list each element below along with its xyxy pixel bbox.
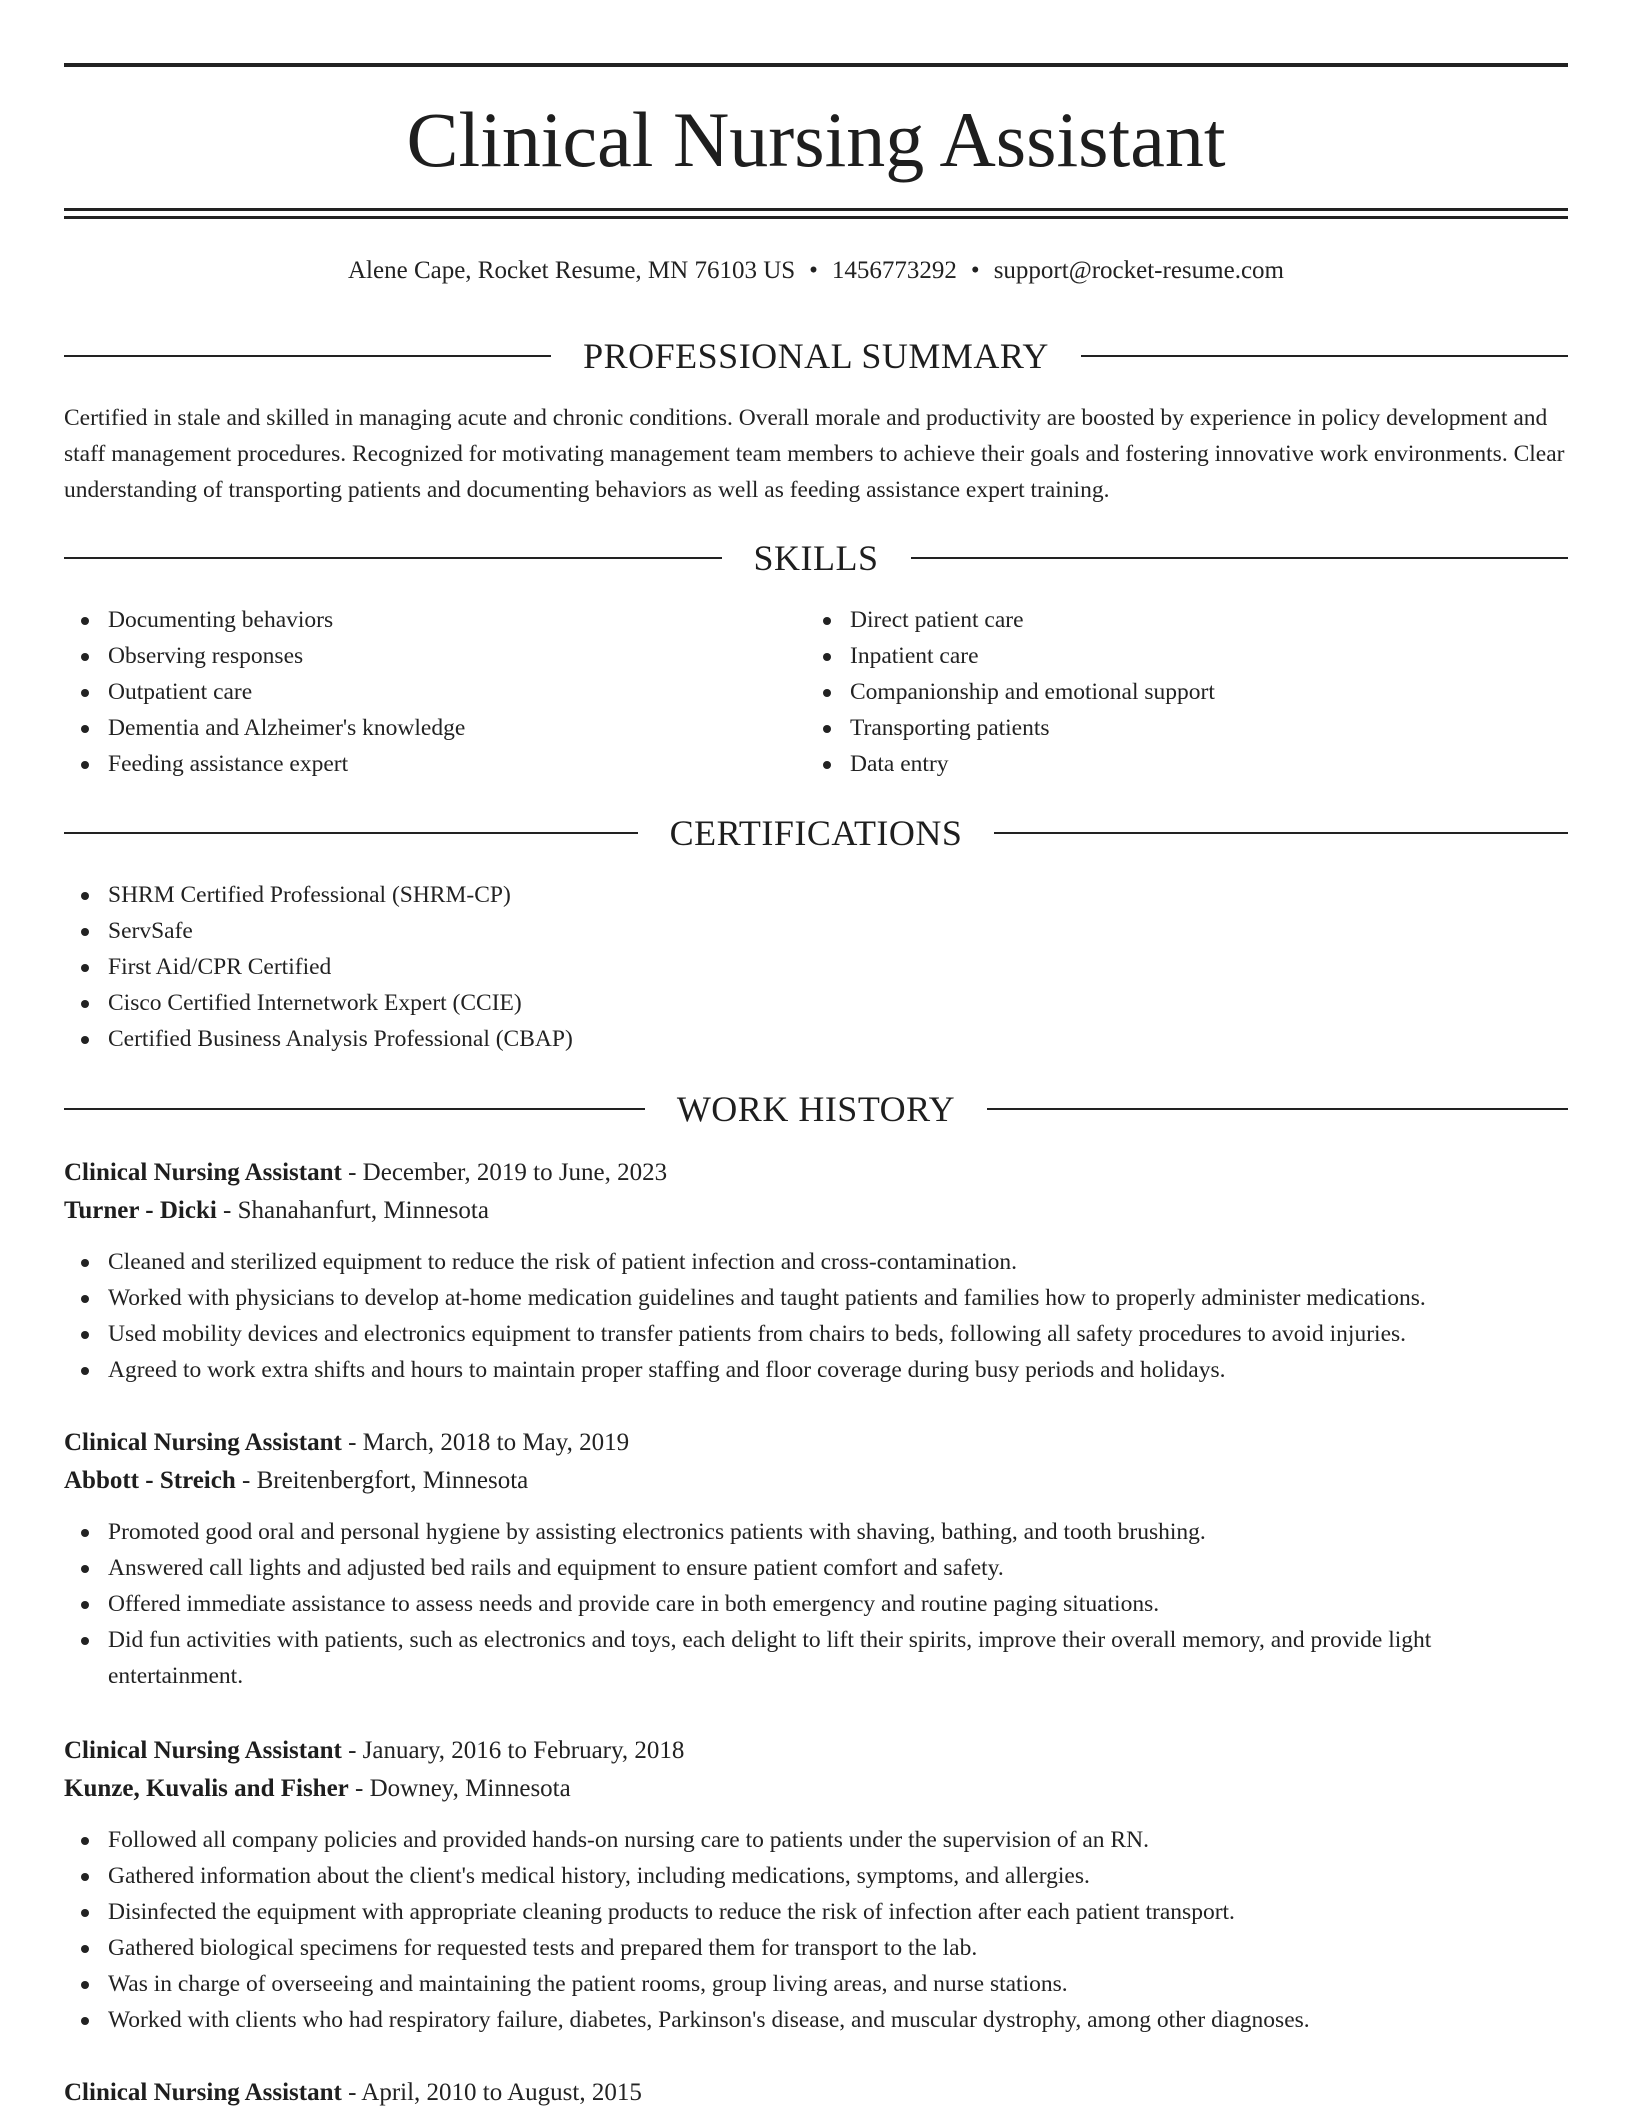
job-duty: Followed all company policies and provided hands-on nursing care to patients under the supervision of an RN. [64,1822,1568,1858]
job-dates: - December, 2019 to June, 2023 [341,1159,668,1186]
job-duties-list [64,1514,1568,1694]
job-entry [64,1154,1568,1388]
contact-email: support@rocket-resume.com [993,257,1284,284]
section-title-certifications: CERTIFICATIONS [669,813,963,853]
job-duty: Was in charge of overseeing and maintaining the patient rooms, group living areas, and nurse stations. [64,1966,1568,2002]
section-title-summary: PROFESSIONAL SUMMARY [583,336,1049,376]
job-title-line [64,1732,1568,1770]
job-duty: Gathered information about the client's medical history, including medications, symptoms, and allergies. [64,1858,1568,1894]
job-duty: Did fun activities with patients, such as electronics and toys, each delight to lift their spirits, improve their overall memory, and provide light entertainment. [64,1622,1568,1694]
job-title: Clinical Nursing Assistant [64,1737,342,1764]
contact-address: Alene Cape, Rocket Resume, MN 76103 US [348,257,796,284]
section-title-skills: SKILLS [753,538,879,578]
skill-item: Feeding assistance expert [64,746,764,782]
contact-phone: 1456773292 [831,257,957,284]
job-duty: Answered call lights and adjusted bed rails and equipment to ensure patient comfort and safety. [64,1550,1568,1586]
job-title-line [64,1424,1568,1462]
skills-list-left [64,602,764,782]
job-duty: Disinfected the equipment with appropriate cleaning products to reduce the risk of infection after each patient transport. [64,1894,1568,1930]
section-rule [994,832,1568,834]
job-entry [64,1732,1568,2038]
job-title-line [64,1154,1568,1192]
section-header-work-history [64,1087,1568,1131]
job-entry [64,1424,1568,1694]
section-header-certifications [64,811,1568,855]
skill-item: Outpatient care [64,674,764,710]
contact-separator: • [970,257,980,284]
job-company-line [64,1770,1568,1808]
job-duty: Agreed to work extra shifts and hours to maintain proper staffing and floor coverage during busy periods and holidays. [64,1352,1568,1388]
job-duties-list [64,1822,1568,2038]
summary-text: Certified in stale and skilled in managing acute and chronic conditions. Overall morale and productivity are boosted by experience in policy development and staff management procedures. Recognized for motivating management team members to achieve their goals and fostering innovative work environments. Clear understanding of transporting patients and documenting behaviors as well as feeding assistance expert training. [64,405,1565,503]
job-dates: - January, 2016 to February, 2018 [341,1737,685,1764]
certification-item: SHRM Certified Professional (SHRM-CP) [64,877,964,913]
job-title: Clinical Nursing Assistant [64,1429,342,1456]
skill-item: Companionship and emotional support [806,674,1506,710]
section-rule [64,1108,645,1110]
section-rule [64,832,638,834]
skill-item: Direct patient care [806,602,1506,638]
skill-item: Dementia and Alzheimer's knowledge [64,710,764,746]
section-title-work-history: WORK HISTORY [676,1089,956,1129]
section-header-skills [64,536,1568,580]
job-company: Abbott - Streich [64,1467,236,1494]
job-location: - Downey, Minnesota [348,1775,571,1802]
header-bottom-rule [64,208,1568,211]
section-rule [987,1108,1568,1110]
job-title-line [64,2074,1568,2112]
section-header-summary [64,334,1568,378]
job-duty: Promoted good oral and personal hygiene by assisting electronics patients with shaving, bathing, and tooth brushing. [64,1514,1568,1550]
skill-item: Transporting patients [806,710,1506,746]
job-duty: Gathered biological specimens for requested tests and prepared them for transport to the lab. [64,1930,1568,1966]
job-duty: Cleaned and sterilized equipment to reduce the risk of patient infection and cross-contamination. [64,1244,1568,1280]
job-duties-list [64,1244,1568,1388]
section-rule [911,557,1569,559]
job-title: Clinical Nursing Assistant [64,2079,342,2106]
job-company-line [64,1462,1568,1500]
certification-item: Cisco Certified Internetwork Expert (CCIE) [64,985,964,1021]
certification-item: First Aid/CPR Certified [64,949,964,985]
skill-item: Observing responses [64,638,764,674]
job-duty: Used mobility devices and electronics equipment to transfer patients from chairs to beds, following all safety procedures to avoid injuries. [64,1316,1568,1352]
section-rule [64,557,722,559]
skill-item: Data entry [806,746,1506,782]
certification-item: Certified Business Analysis Professional (CBAP) [64,1021,964,1057]
header-bottom-rule-second [64,216,1568,219]
header-top-rule [64,63,1568,67]
skills-list-right [806,602,1506,782]
certifications-list [64,877,964,1057]
job-dates: - March, 2018 to May, 2019 [341,1429,630,1456]
job-duty: Offered immediate assistance to assess needs and provide care in both emergency and routine paging situations. [64,1586,1568,1622]
job-title: Clinical Nursing Assistant [64,1159,342,1186]
job-duty: Worked with clients who had respiratory failure, diabetes, Parkinson's disease, and muscular dystrophy, among other diagnoses. [64,2002,1568,2038]
resume-title: Clinical Nursing Assistant [406,96,1226,183]
skill-item: Documenting behaviors [64,602,764,638]
certification-item: ServSafe [64,913,964,949]
job-entry [64,2074,1568,2112]
job-location: - Shanahanfurt, Minnesota [216,1197,489,1224]
section-rule [64,355,551,357]
job-company-line [64,1192,1568,1230]
contact-line [64,254,1568,288]
contact-separator: • [809,257,818,284]
job-dates: - April, 2010 to August, 2015 [341,2079,642,2106]
job-duty: Worked with physicians to develop at-home medication guidelines and taught patients and families how to properly administer medications. [64,1280,1568,1316]
section-rule [1081,355,1568,357]
job-location: - Breitenbergfort, Minnesota [235,1467,529,1494]
job-company: Kunze, Kuvalis and Fisher [64,1775,349,1802]
skill-item: Inpatient care [806,638,1506,674]
job-company: Turner - Dicki [64,1197,217,1224]
